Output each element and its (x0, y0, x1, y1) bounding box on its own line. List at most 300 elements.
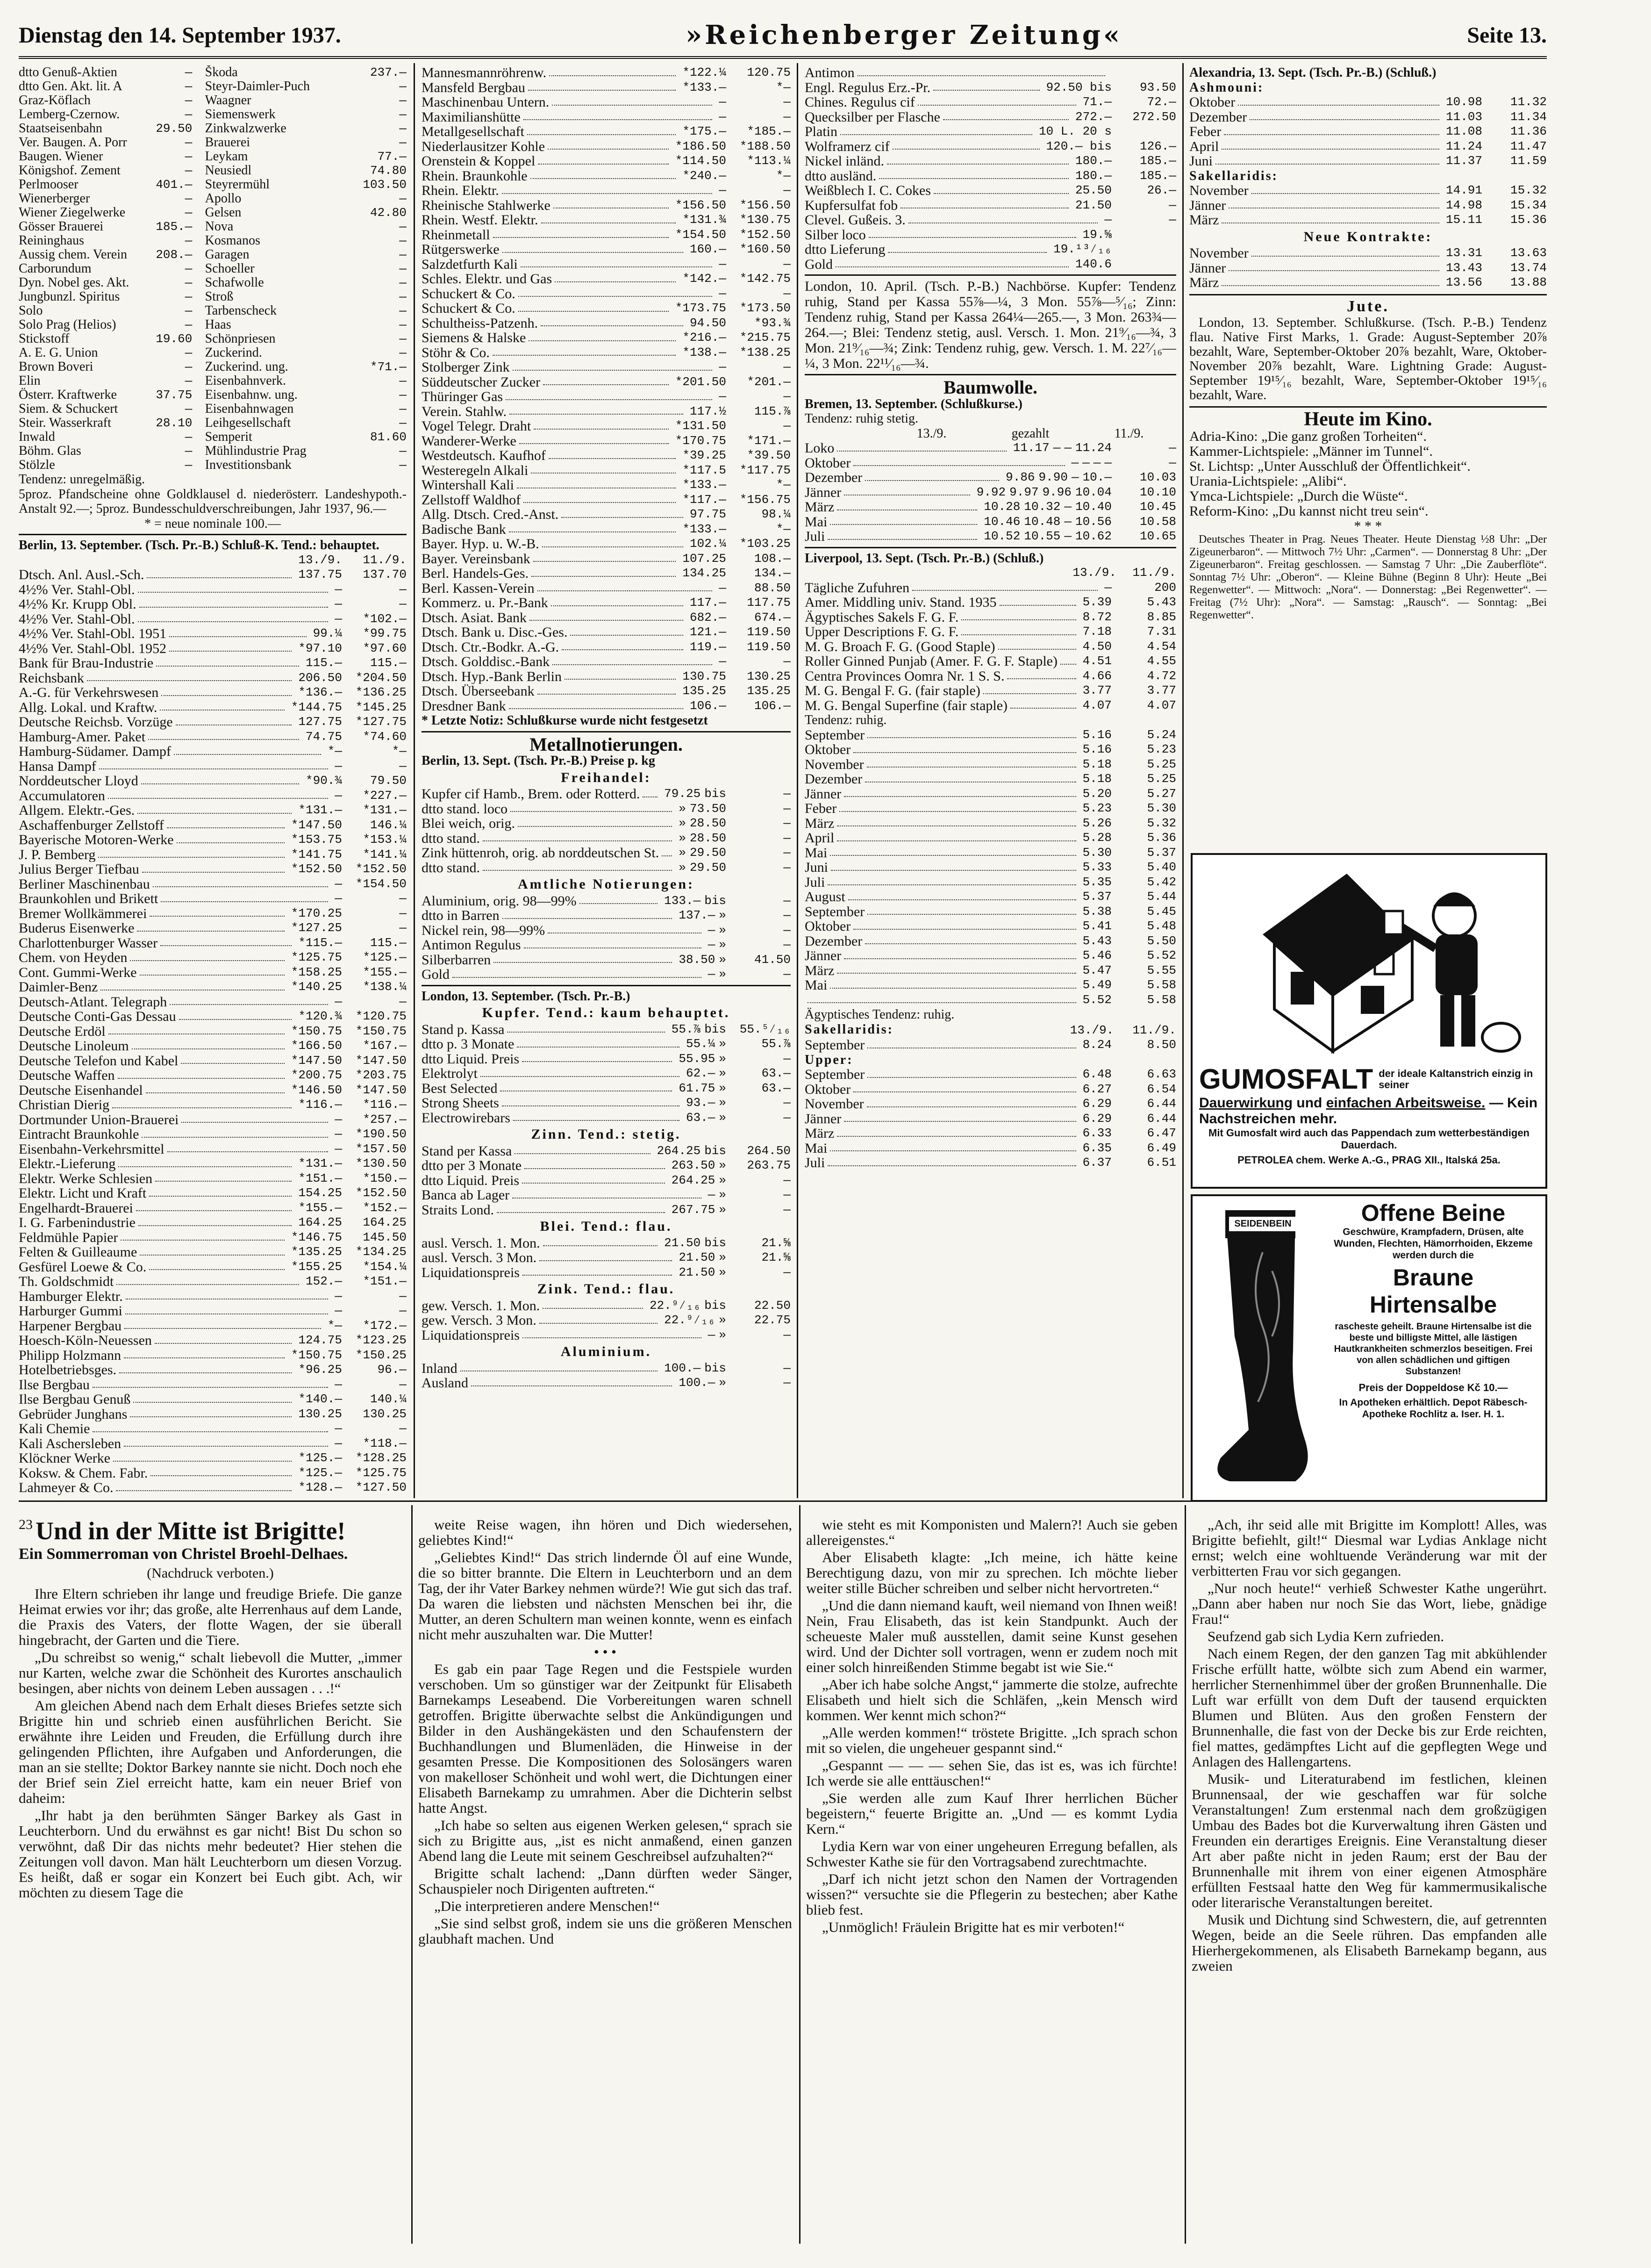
cotton-row (805, 515, 1176, 530)
ashmouni-heading: Ashmouni: (1189, 80, 1264, 95)
metal-row (422, 861, 791, 876)
stock-row (19, 93, 407, 108)
stock-value: — (185, 150, 193, 164)
cotton-row (805, 624, 1176, 639)
row-value: 682.— (689, 610, 726, 624)
stock-column-vienna-berlin (19, 65, 407, 1496)
row-label: Hamburger Elektr. (19, 1289, 123, 1304)
row-value: 108.— (754, 551, 791, 566)
row-value: » (719, 1188, 726, 1202)
stock-name: Staatseisenbahn (19, 122, 102, 136)
row-value: 119.— (689, 639, 726, 654)
row-label: Dtsch. Anl. Ausl.-Sch. (19, 567, 144, 582)
row-value: — (399, 921, 407, 935)
stock-value: — (185, 374, 193, 388)
row-label: Philipp Holzmann (19, 1348, 122, 1363)
row-value: 117.75 (747, 596, 791, 610)
cotton-month-row (805, 919, 1176, 934)
berlin-stock-row (19, 936, 407, 951)
berlin-stock-row (422, 507, 791, 522)
dot-leader (116, 1274, 299, 1285)
row-value: — (783, 1328, 791, 1342)
berlin-stock-row (422, 272, 791, 287)
row-value: — (399, 582, 407, 596)
dot-leader (142, 1127, 328, 1138)
story-column-2 (418, 1517, 792, 2246)
row-value: *150.75 (291, 1024, 342, 1038)
row-value: — (783, 1361, 791, 1375)
stock-name: Brown Boveri (19, 360, 93, 374)
dot-leader (1215, 154, 1439, 165)
dot-leader (153, 877, 329, 888)
stock-value: — (399, 79, 407, 93)
berlin-stock-row (422, 301, 791, 316)
stock-name: Carborundum (19, 262, 92, 276)
dot-leader (1007, 669, 1076, 680)
row-label: Reichsbank (19, 670, 84, 685)
berlin-stock-row (19, 1274, 407, 1289)
dot-leader (517, 1037, 679, 1048)
row-value: *152.50 (355, 1186, 407, 1200)
dot-leader (551, 596, 683, 606)
row-value: — (335, 597, 342, 611)
berlin-stock-row (422, 625, 791, 640)
stock-value: — (185, 318, 193, 332)
row-value: *142.75 (739, 272, 791, 286)
dot-leader (562, 640, 683, 651)
row-label: Dresdner Bank (422, 698, 506, 713)
row-label: Cont. Gummi-Werke (19, 965, 137, 980)
row-value: — (1064, 529, 1072, 543)
cotton-month-row (805, 904, 1176, 919)
dot-leader (174, 744, 321, 755)
dot-leader (497, 1203, 665, 1213)
dot-leader (933, 80, 1039, 91)
row-value: 6.47 (1147, 1126, 1176, 1140)
hirtensalbe-price: Preis der Doppeldose Kč 10.— (1358, 1382, 1508, 1393)
cotton-row (805, 470, 1176, 485)
dot-leader (1251, 183, 1439, 194)
dot-leader (161, 685, 292, 696)
stock-row (19, 290, 407, 304)
row-value: 6.48 (1082, 1067, 1112, 1081)
row-label: Harburger Gummi (19, 1304, 122, 1319)
stock-value: — (399, 402, 407, 416)
alexandria-heading: Alexandria, 13. Sept. (Tsch. Pr.-B.) (Schluß.) (1189, 65, 1437, 80)
metal-row (805, 257, 1176, 272)
dot-leader (118, 1156, 292, 1167)
dot-leader (483, 861, 672, 871)
row-label: dtto per 3 Monate (422, 1158, 522, 1173)
row-value: — (719, 286, 726, 301)
metal-row (422, 1066, 791, 1081)
stock-value: — (399, 290, 407, 304)
metal-row (422, 1111, 791, 1126)
row-label: Deutsche Telefon und Kabel (19, 1053, 179, 1068)
dot-leader (828, 1156, 1076, 1166)
dot-leader (493, 228, 669, 238)
row-value: — (719, 257, 726, 271)
cotton-row (805, 639, 1176, 654)
berlin-stock-row (19, 1112, 407, 1127)
metal-row (422, 1376, 791, 1391)
hirtensalbe-body: rascheste geheilt. Braune Hirtensalbe ist die beste und billigste Mittel, alle lästigen Hautkrankheiten schmerzlos beseitigen. Frei von allen schädlichen und giftigen Substanzen! (1334, 1321, 1533, 1377)
dot-leader (1222, 213, 1439, 223)
row-label: Salzdetfurth Kali (422, 257, 518, 272)
row-label: dtto p. 3 Monate (422, 1037, 515, 1052)
berlin-stock-row (422, 552, 791, 567)
dot-leader (1229, 261, 1439, 272)
stock-row (19, 430, 407, 444)
row-label: Allgem. Elektr.-Ges. (19, 803, 135, 818)
berlin-stock-row (19, 1333, 407, 1348)
row-label: Th. Goldschmidt (19, 1274, 114, 1289)
row-value: 130.75 (682, 669, 726, 683)
stock-row (19, 444, 407, 458)
dot-leader (521, 257, 713, 268)
cotton-month-row (805, 801, 1176, 816)
berlin-stock-row (422, 654, 791, 669)
row-value: 28.50 (689, 831, 726, 845)
row-value: *152.50 (291, 862, 342, 876)
berlin-stock-row (19, 774, 407, 789)
stock-value: 81.60 (370, 430, 407, 444)
row-value: » (679, 801, 686, 816)
row-label: Bremer Wollkämmerei (19, 906, 147, 921)
dot-leader (513, 1111, 679, 1121)
stock-row (19, 374, 407, 388)
stock-row (19, 234, 407, 248)
stock-name: Perlmooser (19, 178, 79, 192)
alexandria-row (1189, 183, 1547, 198)
row-label: Nickel inländ. (805, 154, 884, 169)
row-value: *146.75 (291, 1230, 342, 1244)
row-value: — (708, 923, 715, 937)
berlin-stock-row (19, 656, 407, 671)
row-label: März (805, 816, 835, 831)
row-label: Harpener Bergbau (19, 1318, 122, 1333)
column-rule (414, 63, 415, 1498)
row-value: *145.25 (355, 700, 407, 714)
story-paragraph: Nach einem Regen, der den ganzen Tag mit abkühlender Frische erfüllt hatte, wölbte sich zum Abend ein warmer, herrlicher Sternenhimmel über der großen Brunnenhalle. Die Luft war erfüllt von dem Duft der tausend erquickten Blumen und Blüten. Aus den großen Fenstern der Brunnenhalle, die fast von der Decke bis zur Erde reichten, fiel mattes, gedämpftes Licht auf die gepflegten Wege und Anlagen des Hallengartens. (1192, 1645, 1547, 1770)
row-label: Dortmunder Union-Brauerei (19, 1112, 179, 1127)
dot-leader (831, 860, 1076, 871)
story-paragraph: „Nur noch heute!“ verhieß Schwester Kathe ungerührt. „Dann aber haben nur noch Sie das Wort, liebe, gnädige Frau!“ (1192, 1580, 1547, 1627)
berlin-stock-row (19, 641, 407, 656)
dot-leader (1010, 698, 1076, 709)
stock-row (19, 416, 407, 430)
row-value: 5.45 (1147, 904, 1176, 919)
stock-row (19, 206, 407, 220)
dot-leader (579, 894, 658, 904)
row-label: Hotelbetriebsges. (19, 1363, 117, 1378)
row-value: 10.03 (1139, 470, 1176, 484)
row-value (1108, 65, 1112, 80)
row-value: *154.50 (355, 876, 407, 891)
dot-leader (908, 213, 1098, 223)
amtliche-list (422, 894, 791, 982)
row-value: — (719, 109, 726, 124)
row-label: Antimon Regulus (422, 938, 521, 953)
row-value: *170.75 (675, 433, 726, 448)
cotton-month-row (805, 948, 1176, 963)
row-value: *102.— (363, 611, 407, 626)
stock-value: — (185, 234, 193, 248)
dot-leader (869, 228, 1076, 238)
row-value: — (708, 967, 715, 981)
row-label: Zink hüttenroh, orig. ab norddeutschen St. (422, 846, 659, 861)
dot-leader (518, 816, 672, 827)
dot-leader (125, 1304, 328, 1314)
row-label: Dezember (805, 772, 863, 787)
row-label: Maschinenbau Untern. (422, 95, 550, 110)
stock-value: — (185, 65, 193, 79)
stock-name: Mühlindustrie Prag (205, 444, 307, 458)
row-value: 5.38 (1082, 904, 1112, 919)
berlin-stock-row (19, 1392, 407, 1407)
gumosfalt-description: Mit Gumosfalt wird auch das Pappendach zum wetterbeständigen Dauerdach. (1208, 1127, 1529, 1151)
row-value: — (783, 846, 791, 860)
stock-value: — (185, 79, 193, 93)
row-value: 11.47 (1510, 139, 1547, 153)
dot-leader (181, 1112, 328, 1123)
stock-row (19, 276, 407, 290)
row-label: November (805, 1097, 864, 1112)
dot-leader (867, 728, 1076, 739)
dot-leader (808, 993, 1076, 1004)
metal-row (422, 1265, 791, 1280)
row-value: » (719, 1037, 726, 1051)
dot-leader (471, 1376, 672, 1386)
row-value (1112, 242, 1176, 257)
row-value: *127.25 (291, 921, 342, 935)
row-label: Stöhr & Co. (422, 345, 490, 360)
ashmouni-list (1189, 95, 1547, 169)
metal-row (422, 1158, 791, 1173)
row-value: *136.— (298, 685, 342, 699)
dot-leader (529, 330, 676, 341)
row-label: Liquidationspreis (422, 1265, 520, 1280)
dot-leader (517, 478, 676, 488)
metal-row (422, 831, 791, 846)
row-value: *125.— (298, 1465, 342, 1480)
dot-leader (534, 419, 669, 430)
row-label: dtto ausländ. (805, 168, 877, 183)
cotton-month-row (805, 963, 1176, 978)
dot-leader (1250, 110, 1439, 121)
dot-leader (858, 65, 1105, 76)
row-value: 5.36 (1147, 831, 1176, 845)
row-value: 21.50 (679, 1250, 715, 1264)
row-value: 62.— (686, 1066, 715, 1080)
row-value: 6.51 (1147, 1156, 1176, 1170)
row-value: 38.50 (679, 952, 715, 967)
stock-row (19, 360, 407, 374)
berlin-stock-row (19, 995, 407, 1010)
row-value: *227.— (363, 788, 407, 803)
liverpool-list (805, 581, 1176, 713)
row-label: Deutsche Erdöl (19, 1024, 106, 1039)
row-value: 15.36 (1510, 213, 1547, 227)
stock-value: — (399, 234, 407, 248)
dot-leader (844, 948, 1076, 959)
dot-leader (177, 833, 285, 843)
row-value: 119.50 (747, 639, 791, 654)
berlin-stock-row (422, 80, 791, 95)
row-label: 4½% Ver. Stahl-Obl. (19, 582, 135, 597)
row-value: 4.50 (1082, 639, 1112, 653)
row-value: 134.— (754, 566, 791, 580)
alexandria-row (1189, 213, 1547, 228)
stock-name: Stroß (205, 290, 234, 304)
dot-leader (537, 581, 713, 592)
stock-value: 208.— (156, 248, 193, 262)
row-value: 14.98 (1445, 198, 1482, 212)
row-label: Mai (805, 978, 828, 993)
row-value: 21.⅝ (761, 1235, 791, 1250)
stock-column-berlin-metals (422, 65, 791, 1496)
row-value: — (708, 938, 715, 952)
row-value: *125.75 (355, 1465, 407, 1480)
row-label: Elektrolyt (422, 1066, 478, 1081)
row-label: Oktober (805, 742, 851, 757)
stock-value: — (399, 122, 407, 136)
berlin-stock-row (19, 906, 407, 921)
row-value: 180.— (1075, 168, 1112, 183)
row-label: Juli (805, 875, 825, 890)
row-label: Julius Berger Tiefbau (19, 862, 139, 877)
stock-value: — (185, 164, 193, 178)
row-value: 6.27 (1082, 1082, 1112, 1096)
stock-value: — (399, 346, 407, 360)
berlin-stock-row (19, 1186, 407, 1201)
row-label: Rhein. Braunkohle (422, 168, 528, 183)
dot-leader (509, 699, 683, 710)
stock-value: — (185, 136, 193, 150)
dot-leader (867, 1097, 1076, 1107)
story-paragraph: „Du schreibst so wenig,“ schalt liebevoll die Mutter, „immer nur Karten, welche zwar die Schönheit des Kurortes anschaulich besingen, aber nichts von deinem Leben aussagen . . .!“ (19, 1649, 402, 1696)
row-label: Gold (422, 967, 450, 982)
row-label: Deutsche Reichsb. Vorzüge (19, 715, 173, 730)
row-value: *144.75 (291, 700, 342, 714)
dot-leader (901, 198, 1069, 209)
row-value: 98.¼ (761, 507, 791, 521)
story-column-1 (19, 1517, 402, 2246)
row-value: — (708, 1188, 715, 1202)
row-value: — (1064, 441, 1072, 455)
bremen-column-headers: 13./9. gezahlt 11./9. (916, 426, 1144, 441)
dot-leader (161, 891, 328, 902)
metal-row (805, 213, 1176, 228)
row-value: 5.44 (1147, 890, 1176, 904)
row-value: *170.25 (291, 906, 342, 920)
row-value: *117.— (682, 492, 726, 507)
dot-leader (531, 463, 676, 474)
row-label: Dezember (805, 470, 863, 485)
dot-leader (150, 906, 284, 917)
row-value: — (783, 938, 791, 952)
row-label: M. G. Broach F. G. (Good Staple) (805, 639, 995, 654)
row-value: *141.¼ (363, 847, 407, 861)
vienna-stock-list (19, 65, 407, 472)
stock-name: Gelsen (205, 206, 242, 220)
row-value: 93.— (686, 1096, 715, 1110)
row-label: dtto Liquid. Preis (422, 1173, 520, 1188)
dot-leader (528, 80, 676, 91)
row-value: *90.¾ (305, 774, 342, 788)
row-value: » (679, 816, 686, 830)
row-value: *— (776, 168, 791, 183)
dot-leader (82, 1495, 292, 1496)
dot-leader (837, 441, 1006, 452)
row-value: 264.25 (671, 1173, 715, 1187)
stock-value: — (185, 430, 193, 444)
dot-leader (867, 904, 1076, 915)
berlin-stock-row (422, 522, 791, 537)
row-label: I. G. Farbenindustrie (19, 1215, 136, 1230)
story-column-3 (806, 1517, 1178, 2246)
metal-subheading: Berlin, 13. Sept. (Tsch. Pr.-B.) Preise p. kg (422, 754, 655, 768)
row-label: Straits Lond. (422, 1202, 494, 1217)
row-value: 100.— (679, 1376, 715, 1390)
row-label: Clevel. Gußeis. 3. (805, 213, 906, 228)
dot-leader (543, 375, 669, 386)
row-value: 127.75 (298, 715, 342, 729)
row-label: Lahmeyer & Co. (19, 1480, 114, 1495)
row-value: *125.75 (291, 950, 342, 964)
row-value: — (399, 597, 407, 611)
row-value: — (399, 1421, 407, 1435)
stock-name: Brauerei (205, 136, 250, 150)
row-value: 102.¼ (689, 537, 726, 551)
stock-name: Garagen (205, 248, 250, 262)
berlin-stock-row (19, 626, 407, 641)
stock-value: — (399, 416, 407, 430)
row-value: » (719, 1173, 726, 1187)
row-value: 79.25 (664, 787, 701, 801)
row-value: — (783, 286, 791, 301)
dot-leader (167, 1142, 329, 1153)
row-value: *185.— (747, 124, 791, 138)
gumosfalt-maker: PETROLEA chem. Werke A.-G., PRAG XII., Italská 25a. (1237, 1154, 1501, 1166)
story-paragraph: weite Reise wagen, ihn hören und Dich wiedersehen, geliebtes Kind!“ (418, 1517, 792, 1548)
cotton-month-row (805, 757, 1176, 772)
row-value: 4.07 (1147, 698, 1176, 712)
metal-row (422, 787, 791, 802)
cotton-month-row (805, 934, 1176, 949)
row-label: Liquidationspreis (422, 1328, 520, 1342)
row-label: Upper Descriptions F. G. F. (805, 624, 959, 639)
row-value: 94.50 (689, 316, 726, 330)
row-value: 164.25 (363, 1215, 407, 1229)
kino-entry: St. Lichtsp: „Unter Ausschluß der Öffentlichkeit“. (1189, 458, 1471, 474)
stock-name: Solo Prag (Helios) (19, 318, 116, 332)
row-label: Ausland (422, 1376, 468, 1391)
row-value: *175.— (682, 124, 726, 138)
row-value: *116.— (298, 1098, 342, 1112)
row-value: 121.— (689, 625, 726, 639)
row-label: Dezember (805, 933, 863, 948)
stock-name: Steyr-Daimler-Puch (205, 79, 310, 93)
row-value: 96.— (377, 1363, 407, 1377)
row-label: Jänner (1189, 260, 1226, 275)
row-value: 5.18 (1082, 772, 1112, 786)
stock-value: — (399, 192, 407, 206)
story-paragraph: „Geliebtes Kind!“ Das strich lindernde Öl auf eine Wunde, die so bitter brannte. Die Eltern in Leuchterborn und an dem Tag, der ihr Vater Barkey nehmen würde?! Wie gut sich das traf. Da waren die liebsten und nächsten Menschen bei ihr, die Mutter, an deren Schultern man weinen konnte, wenn es einfach nicht mehr auszuhalten war. Die Mutter! (418, 1549, 792, 1643)
story-paragraph: „Ach, ihr seid alle mit Brigitte im Komplott! Alles, was Brigitte befiehlt, gilt!“ Diesmal war Lydias Anklage nicht ernst; welch eine wohltuende Veränderung war mit der verbitterten Frau vor sich gegangen. (1192, 1517, 1547, 1579)
row-label: Accumulatoren (19, 788, 105, 803)
row-value: *128.— (298, 1480, 342, 1494)
